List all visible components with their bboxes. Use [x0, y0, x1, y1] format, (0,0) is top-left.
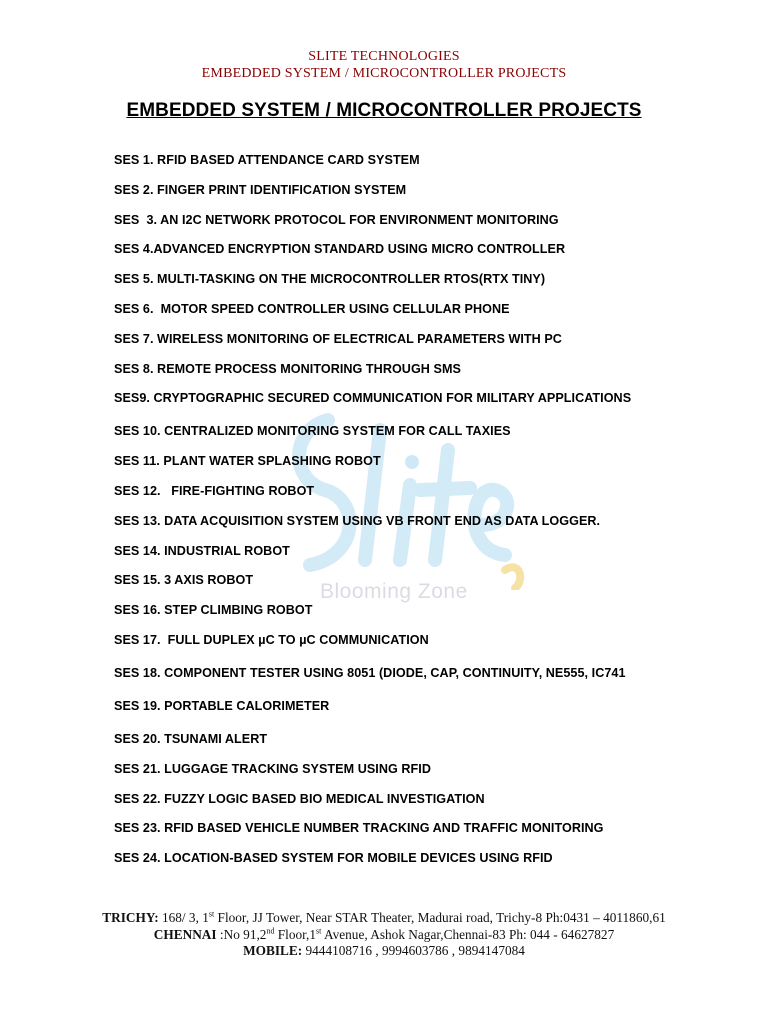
document-header	[0, 48, 768, 82]
footer-chennai-line	[0, 927, 768, 944]
ordinal-suffix: st	[316, 926, 322, 936]
chennai-address-rest: Avenue, Ashok Nagar,Chennai-83 Ph: 044 - 64627827	[321, 926, 615, 942]
list-item: SES 12. FIRE-FIGHTING ROBOT	[114, 483, 315, 498]
list-item: SES 19. PORTABLE CALORIMETER	[114, 698, 330, 713]
ordinal-suffix: st	[208, 909, 215, 919]
chennai-label: CHENNAI	[153, 926, 217, 942]
list-item: SES 17. FULL DUPLEX µC TO µC COMMUNICATION	[114, 632, 429, 647]
list-item: SES9. CRYPTOGRAPHIC SECURED COMMUNICATION FOR MILITARY APPLICATIONS	[114, 391, 632, 406]
list-item: SES 24. LOCATION-BASED SYSTEM FOR MOBILE DEVICES USING RFID	[114, 851, 553, 866]
contact-footer	[0, 910, 768, 960]
list-item: SES 2. FINGER PRINT IDENTIFICATION SYSTEM	[114, 182, 407, 197]
list-item: SES 3. AN I2C NETWORK PROTOCOL FOR ENVIRONMENT MONITORING	[114, 212, 559, 227]
list-item: SES 20. TSUNAMI ALERT	[114, 731, 268, 746]
footer-mobile-line	[0, 943, 768, 960]
page-title: EMBEDDED SYSTEM / MICROCONTROLLER PROJECTS	[126, 100, 642, 121]
list-item: SES 13. DATA ACQUISITION SYSTEM USING VB FRONT END AS DATA LOGGER.	[114, 513, 601, 528]
list-item: SES 6. MOTOR SPEED CONTROLLER USING CELLULAR PHONE	[114, 301, 510, 316]
list-item: SES 7. WIRELESS MONITORING OF ELECTRICAL PARAMETERS WITH PC	[114, 331, 562, 346]
ordinal-suffix: nd	[266, 926, 275, 936]
trichy-address-part: 168/ 3, 1	[158, 910, 209, 925]
list-item: SES 4.ADVANCED ENCRYPTION STANDARD USING MICRO CONTROLLER	[114, 242, 566, 257]
chennai-address-part: :No 91,2	[216, 926, 267, 942]
trichy-label: TRICHY:	[102, 910, 159, 925]
list-item: SES 21. LUGGAGE TRACKING SYSTEM USING RFID	[114, 761, 431, 776]
list-item: SES 18. COMPONENT TESTER USING 8051 (DIODE, CAP, CONTINUITY, NE555, IC741	[114, 665, 626, 680]
list-item: SES 11. PLANT WATER SPLASHING ROBOT	[114, 454, 381, 469]
footer-trichy-line	[0, 910, 768, 927]
list-item: SES 10. CENTRALIZED MONITORING SYSTEM FOR CALL TAXIES	[114, 424, 511, 439]
list-item: SES 14. INDUSTRIAL ROBOT	[114, 543, 290, 558]
list-item: SES 5. MULTI-TASKING ON THE MICROCONTROLLER RTOS(RTX TINY)	[114, 272, 546, 287]
header-subtitle: EMBEDDED SYSTEM / MICROCONTROLLER PROJECTS	[201, 66, 567, 81]
list-item: SES 16. STEP CLIMBING ROBOT	[114, 603, 313, 618]
project-list	[114, 150, 734, 878]
list-item: SES 1. RFID BASED ATTENDANCE CARD SYSTEM	[114, 153, 420, 167]
company-name: SLITE TECHNOLOGIES	[308, 49, 460, 64]
chennai-address-mid: Floor,1	[274, 926, 317, 942]
watermark-tagline: Blooming Zone	[320, 580, 468, 603]
list-item: SES 23. RFID BASED VEHICLE NUMBER TRACKING AND TRAFFIC MONITORING	[114, 821, 604, 836]
list-item: SES 15. 3 AXIS ROBOT	[114, 573, 254, 588]
list-item: SES 8. REMOTE PROCESS MONITORING THROUGH SMS	[114, 361, 461, 376]
trichy-address-rest: Floor, JJ Tower, Near STAR Theater, Madurai road, Trichy-8 Ph:0431 – 4011860,61	[214, 910, 666, 925]
list-item: SES 22. FUZZY LOGIC BASED BIO MEDICAL INVESTIGATION	[114, 791, 485, 806]
mobile-numbers: 9444108716 , 9994603786 , 9894147084	[302, 943, 525, 958]
mobile-label: MOBILE:	[243, 943, 303, 958]
